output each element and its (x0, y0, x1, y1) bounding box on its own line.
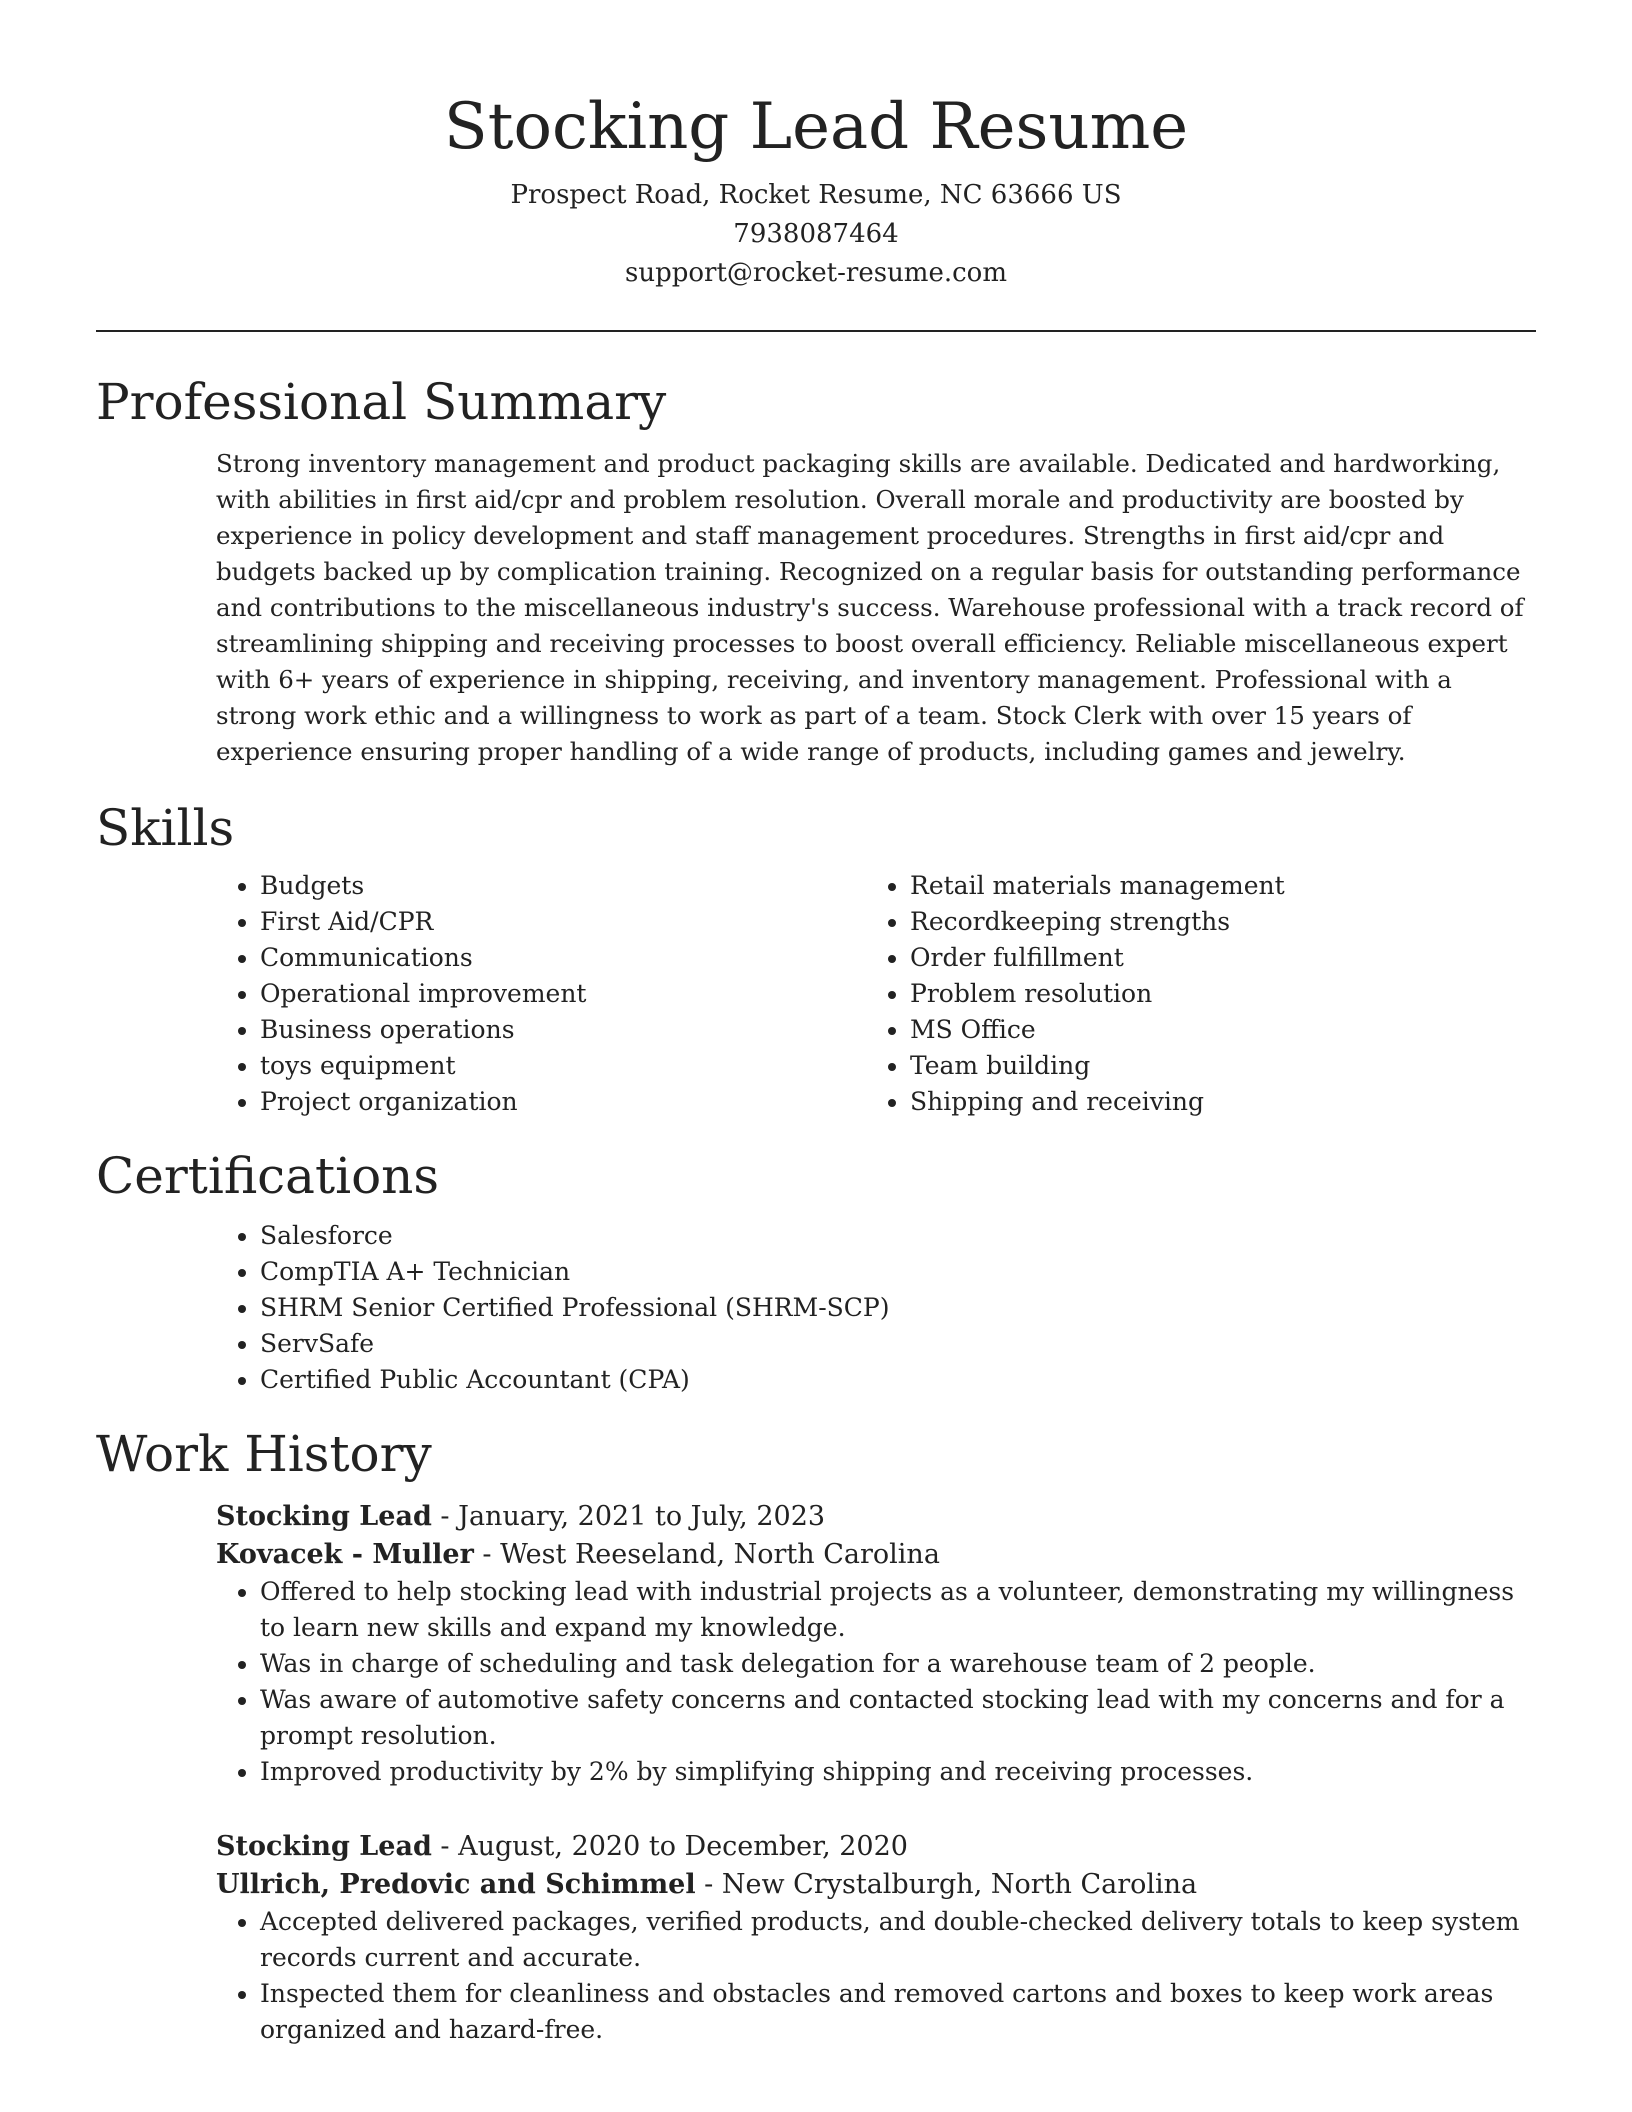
summary-heading: Professional Summary (96, 373, 667, 431)
resume-page (96, 0, 1536, 2048)
job-company-line (216, 1866, 1536, 1904)
resume-title: Stocking Lead Resume (443, 90, 1189, 164)
skills-list-left (216, 868, 866, 1120)
job-dates: - January, 2021 to July, 2023 (431, 1501, 826, 1532)
job-duties-list (216, 1904, 1536, 2048)
skill-item: • First Aid/CPR (260, 904, 866, 940)
address-text: Prospect Road, Rocket Resume, NC 63666 US (510, 180, 1122, 210)
skill-item: • MS Office (910, 1012, 1516, 1048)
contact-info (96, 176, 1536, 293)
skills-heading: Skills (96, 799, 235, 857)
skills-list-right (866, 868, 1516, 1120)
skill-item: • Project organization (260, 1084, 866, 1120)
certification-item: • ServSafe (260, 1326, 1536, 1362)
certification-item: • Certified Public Accountant (CPA) (260, 1362, 1536, 1398)
job-duty-item: • Inspected them for cleanliness and obstacles and removed cartons and boxes to keep work areas organized and hazard-free. (260, 1976, 1536, 2048)
certification-item: • SHRM Senior Certified Professional (SHRM-SCP) (260, 1290, 1536, 1326)
job-duties-list (216, 1574, 1536, 1790)
skill-item: • Recordkeeping strengths (910, 904, 1516, 940)
job-duty-item: • Was aware of automotive safety concerns and contacted stocking lead with my concerns and for a prompt resolution. (260, 1682, 1536, 1754)
certifications-block (216, 1218, 1536, 1398)
job-duty-item: • Improved productivity by 2% by simplifying shipping and receiving processes. (260, 1754, 1536, 1790)
job-role: Stocking Lead (216, 1831, 432, 1862)
certification-item: • CompTIA A+ Technician (260, 1254, 1536, 1290)
skill-item: • toys equipment (260, 1048, 866, 1084)
skill-item: • Problem resolution (910, 976, 1516, 1012)
skills-column-left (216, 868, 866, 1120)
certifications-heading: Certifications (96, 1147, 440, 1205)
resume-header (96, 0, 1536, 293)
job-role: Stocking Lead (216, 1501, 432, 1532)
job-role-line (216, 1828, 1536, 1866)
job-role-line (216, 1498, 1536, 1536)
header-divider (96, 330, 1536, 332)
work-history-heading: Work History (96, 1425, 432, 1483)
job-location: - West Reeseland, North Carolina (473, 1539, 940, 1570)
phone-text: 7938087464 (733, 219, 899, 249)
skill-item: • Budgets (260, 868, 866, 904)
job-entry (216, 1828, 1536, 2048)
certifications-list (216, 1218, 1536, 1398)
email-text: support@rocket-resume.com (624, 258, 1007, 288)
job-duty-item: • Accepted delivered packages, verified products, and double-checked delivery totals to keep system records current and accurate. (260, 1904, 1536, 1976)
skill-item: • Team building (910, 1048, 1516, 1084)
job-duty-item: • Offered to help stocking lead with industrial projects as a volunteer, demonstrating my willingness to learn new skills and expand my knowledge. (260, 1574, 1536, 1646)
job-company-line (216, 1536, 1536, 1574)
certification-item: • Salesforce (260, 1218, 1536, 1254)
job-company: Kovacek - Muller (216, 1539, 474, 1570)
summary-paragraph: Strong inventory management and product packaging skills are available. Dedicated and hardworking, with abilities in first aid/cpr and problem resolution. Overall morale and productivity are boosted by experience in policy development and staff management procedures. Strengths in first aid/cpr and budgets backed up by complication training. Recognized on a regular basis for outstanding performance and contributions to the miscellaneous industry's success. Warehouse professional with a track record of streamlining shipping and receiving processes to boost overall efficiency. Reliable miscellaneous expert with 6+ years of experience in shipping, receiving, and inventory management. Professional with a strong work ethic and a willingness to work as part of a team. Stock Clerk with over 15 years of experience ensuring proper handling of a wide range of products, including games and jewelry. (216, 449, 1524, 766)
skill-item: • Communications (260, 940, 866, 976)
skill-item: • Shipping and receiving (910, 1084, 1516, 1120)
skill-item: • Operational improvement (260, 976, 866, 1012)
job-duty-item: • Was in charge of scheduling and task delegation for a warehouse team of 2 people. (260, 1646, 1536, 1682)
skill-item: • Order fulfillment (910, 940, 1516, 976)
skills-grid (216, 868, 1536, 1120)
job-entry (216, 1498, 1536, 1790)
skills-column-right (866, 868, 1516, 1120)
job-location: - New Crystalburgh, North Carolina (695, 1869, 1198, 1900)
skill-item: • Retail materials management (910, 868, 1516, 904)
skill-item: • Business operations (260, 1012, 866, 1048)
job-company: Ullrich, Predovic and Schimmel (216, 1869, 696, 1900)
job-dates: - August, 2020 to December, 2020 (431, 1831, 908, 1862)
